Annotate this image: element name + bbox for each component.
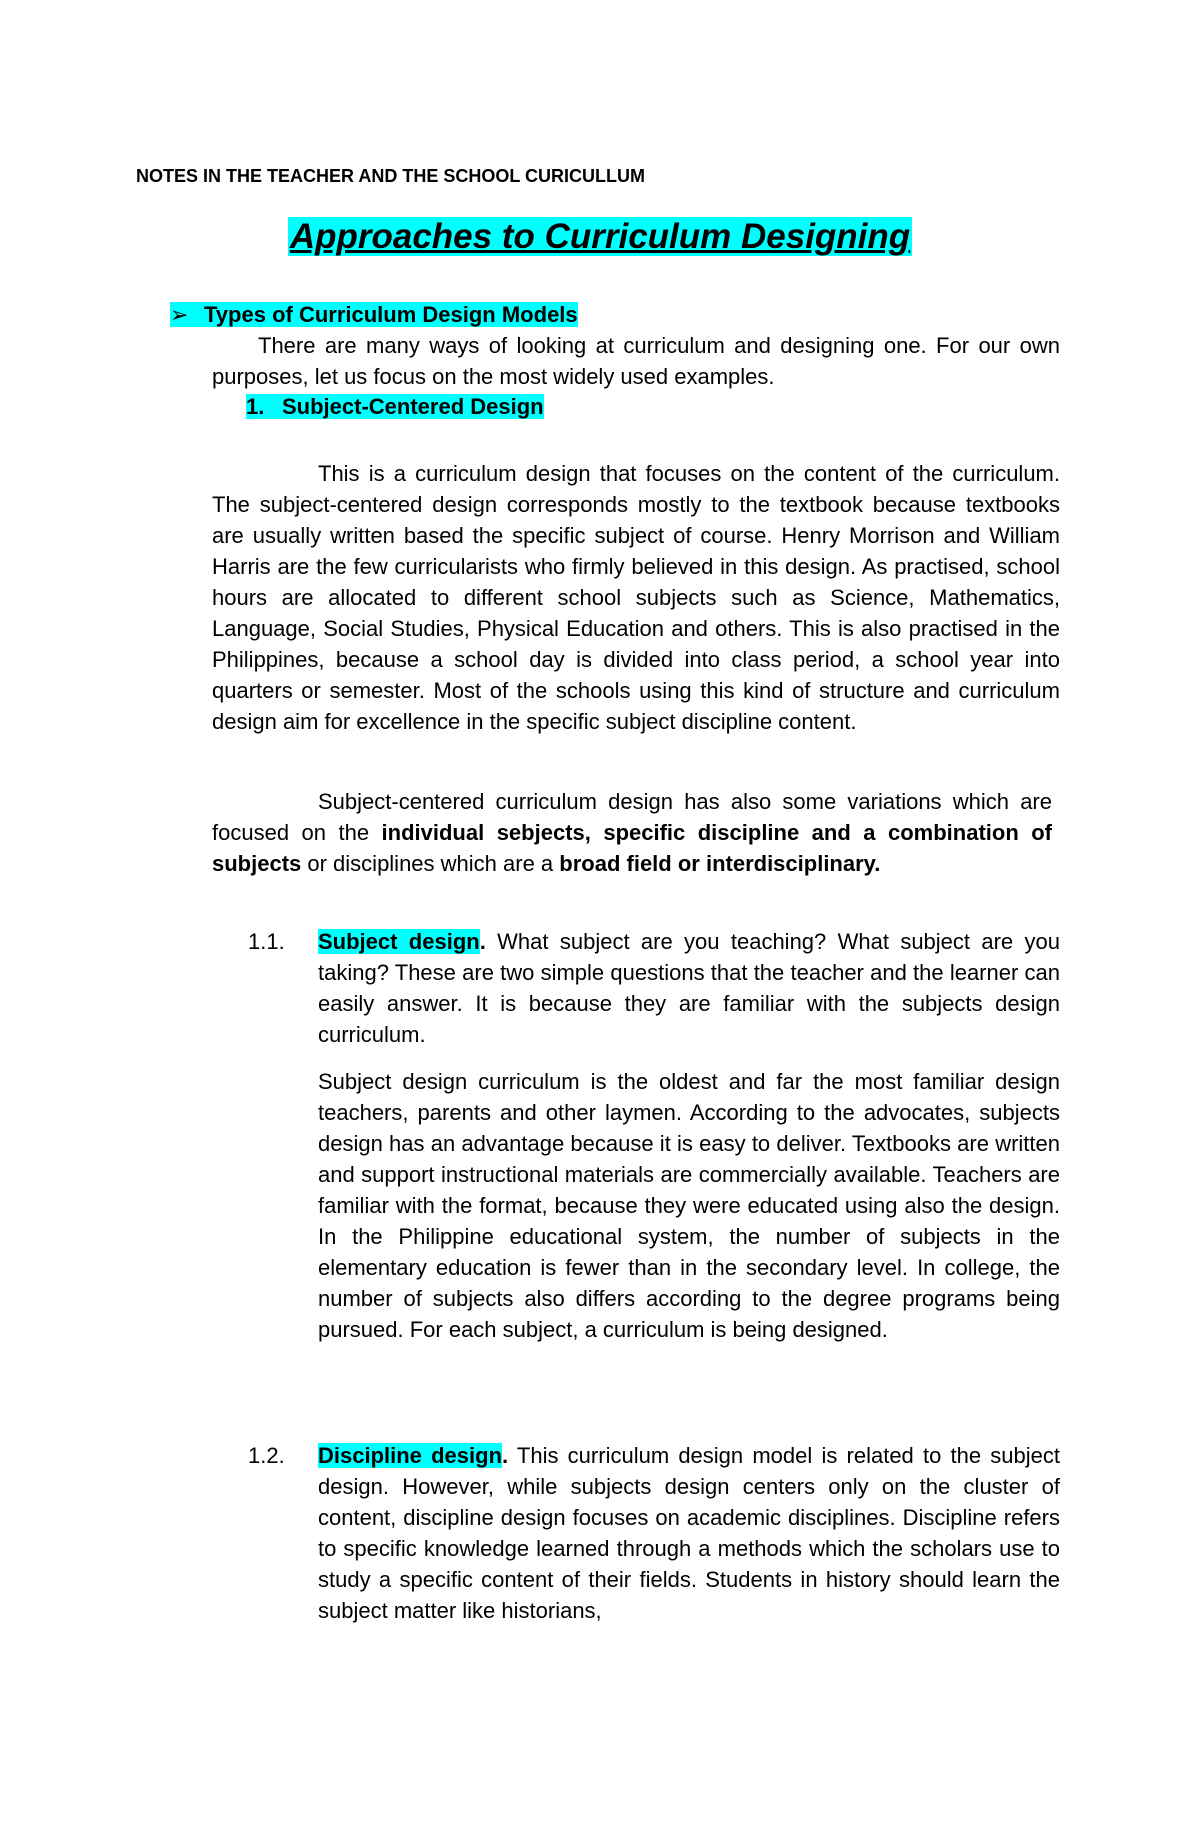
paragraph-text-a: Subject-centered curriculum design has also some variations which are focused on the — [212, 789, 1052, 845]
heading-text: Subject-Centered Design — [282, 394, 544, 419]
paragraph-text-b: or disciplines which are a — [301, 851, 560, 876]
subject-design-number: 1.1. — [248, 929, 285, 954]
notes-header: NOTES IN THE TEACHER AND THE SCHOOL CURICULLUM — [136, 166, 646, 186]
page-title — [0, 217, 1200, 257]
discipline-design-paragraph — [318, 1440, 1060, 1626]
section-heading-text: Types of Curriculum Design Models — [204, 302, 578, 327]
page-title-text: Approaches to Curriculum Designing — [289, 217, 911, 256]
term-period: . — [502, 1443, 509, 1468]
subject-design-paragraph-2: Subject design curriculum is the oldest and far the most familiar design teachers, parents and other laymen. According to the advocates, subjects design has an advantage because it is easy to deliver. Textbooks are written and support instructional materials are commercially available. Teachers are familiar with the format, because they were educated using also the design. In the Philippine educational system, the number of subjects in the elementary education is fewer than in the secondary level. In college, the number of subjects also differs according to the degree programs being pursued. For each subject, a curriculum is being designed. — [318, 1069, 1060, 1342]
subject-design-term: Subject design — [318, 929, 480, 954]
subject-centered-paragraph-1 — [212, 458, 1060, 737]
subject-centered-paragraph-2 — [212, 786, 1052, 879]
discipline-design-text: This curriculum design model is related to the subject design. However, while subjects design centers only on the cluster of content, discipline design focuses on academic disciplines. Discipline refers to specific knowledge learned through a methods which the scholars use to study a specific content of their fields. Students in history should learn the subject matter like historians, — [318, 1443, 1060, 1623]
paragraph-bold-b: broad field or interdisciplinary. — [559, 851, 881, 876]
discipline-design-term: Discipline design — [318, 1443, 503, 1468]
arrow-bullet-icon: ➢ — [170, 302, 189, 327]
discipline-design-number: 1.2. — [248, 1443, 285, 1468]
section-heading — [170, 302, 578, 328]
term-period: . — [479, 929, 486, 954]
subject-design-text: What subject are you teaching? What subject are you taking? These are two simple questions that the teacher and the learner can easily answer. It is because they are familiar with the subjects design curriculum. — [318, 929, 1060, 1047]
paragraph-text: This is a curriculum design that focuses on the content of the curriculum. The subject-centered design corresponds mostly to the textbook because textbooks are usually written based the specific subject of course. Henry Morrison and William Harris are the few curricularists who firmly believed in this design. As practised, school hours are allocated to different school subjects such as Science, Mathematics, Language, Social Studies, Physical Education and others. This is also practised in the Philippines, because a school day is divided into class period, a school year into quarters or semester. Most of the schools using this kind of structure and curriculum design aim for excellence in the specific subject discipline content. — [212, 461, 1060, 734]
intro-text: There are many ways of looking at curriculum and designing one. For our own purposes, let us focus on the most widely used examples. — [212, 333, 1060, 389]
paragraph-bold-a: individual sebjects, specific discipline and a combination of subjects — [212, 820, 1052, 876]
subject-centered-heading — [246, 394, 544, 420]
intro-paragraph — [212, 330, 1060, 392]
subject-design-paragraph-1 — [318, 926, 1060, 1050]
heading-number: 1. — [246, 394, 265, 419]
